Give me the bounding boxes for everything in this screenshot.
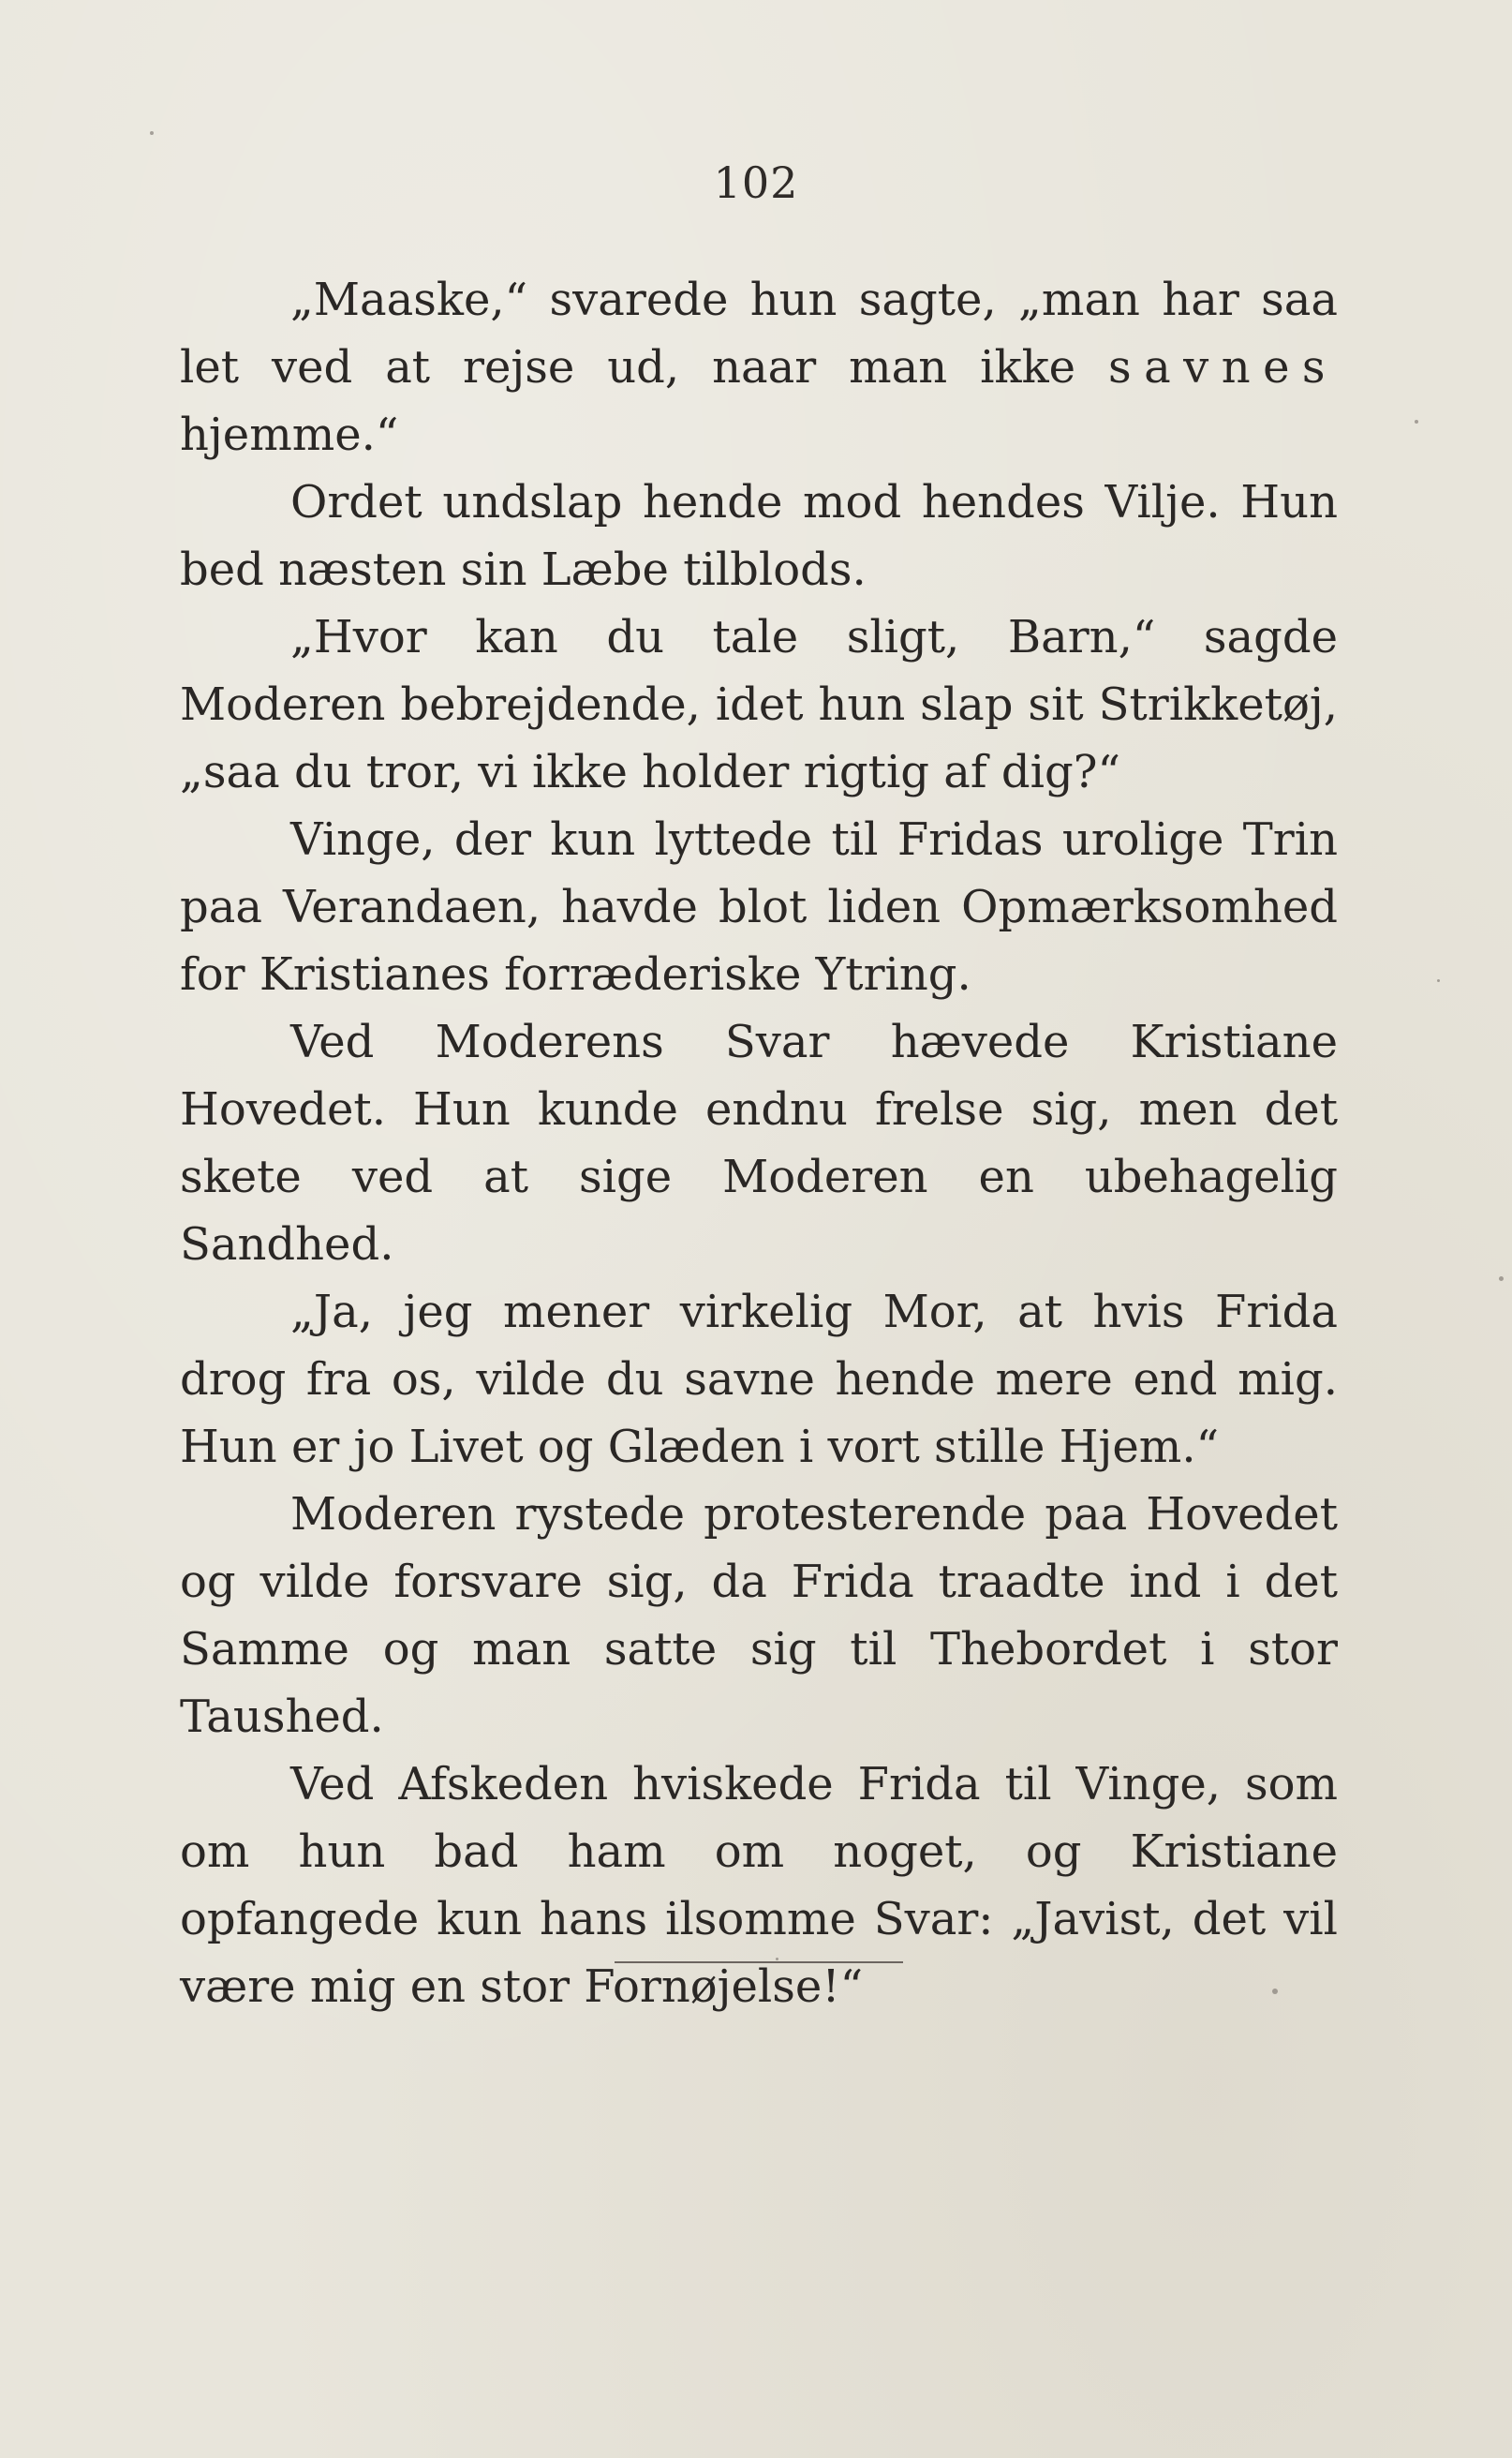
paper-speck: [776, 1958, 778, 1960]
text-run: hjemme.“: [180, 409, 399, 461]
text-run: „Hvor kan du tale sligt, Barn,“ sagde Moderen bebrejdende, idet hun slap sit Strikketøj, „saa du tror, vi ikke holder rigtig af dig?“: [180, 611, 1338, 798]
text-run: „Ja, jeg mener virkelig Mor, at hvis Frida drog fra os, vilde du savne hende mere end mig. Hun er jo Livet og Glæden i vort stille Hjem.“: [180, 1286, 1338, 1473]
text-run: Ved Moderens Svar hævede Kristiane Hovedet. Hun kunde endnu frelse sig, men det skete ved at sige Moderen en ubehagelig Sandhed.: [180, 1016, 1338, 1271]
paper-speck: [150, 131, 154, 135]
text-run: Moderen rystede protesterende paa Hovedet og vilde forsvare sig, da Frida traadte ind i det Samme og man satte sig til Thebordet i stor Taushed.: [180, 1488, 1338, 1743]
paper-speck: [1272, 1989, 1278, 1994]
body-text: [180, 266, 1338, 2020]
text-run: Vinge, der kun lyttede til Fridas urolige Trin paa Verandaen, havde blot liden Opmærksomhed for Kristianes forræderiske Ytring.: [180, 813, 1338, 1001]
paper-speck: [1499, 1276, 1504, 1281]
paragraph: [180, 806, 1338, 1008]
paper-speck: [1437, 979, 1440, 982]
paragraph: [180, 469, 1338, 603]
emphasized-word: savnes: [1108, 341, 1338, 394]
paragraph: [180, 603, 1338, 806]
page-number: 102: [713, 157, 799, 208]
paragraph: [180, 1008, 1338, 1278]
paragraph: [180, 1750, 1338, 2020]
paragraph: [180, 266, 1338, 469]
paragraph: [180, 1481, 1338, 1750]
text-run: Ordet undslap hende mod hendes Vilje. Hun bed næsten sin Læbe tilblods.: [180, 476, 1338, 596]
section-end-rule: [615, 1961, 903, 1963]
paragraph: [180, 1278, 1338, 1481]
paper-speck: [1415, 420, 1418, 424]
text-run: „Maaske,“ svarede hun sagte, „man har saa let ved at rejse ud, naar man ikke: [180, 274, 1338, 394]
text-run: Ved Afskeden hviskede Frida til Vinge, som om hun bad ham om noget, og Kristiane opfangede kun hans ilsomme Svar: „Javist, det vil være mig en stor Fornøjelse!“: [180, 1758, 1338, 2013]
